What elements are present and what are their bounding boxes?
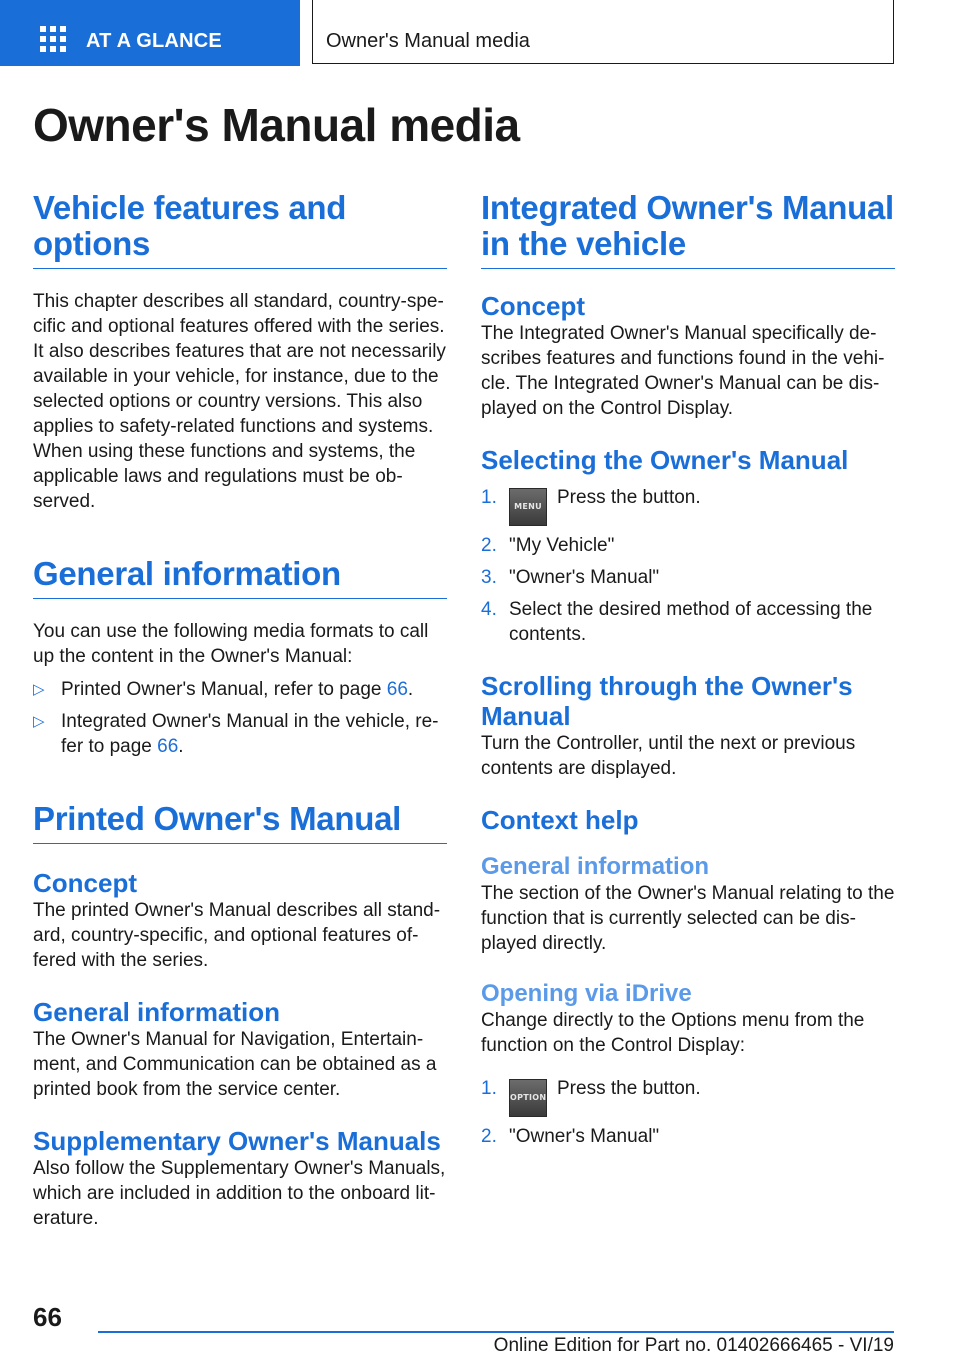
list-item: 1. OPTION Press the button. bbox=[481, 1076, 895, 1117]
page-title: Owner's Manual media bbox=[33, 99, 520, 151]
step-number: 2. bbox=[481, 1126, 497, 1147]
page-link[interactable]: 66 bbox=[157, 736, 179, 757]
step-number: 1. bbox=[481, 487, 497, 508]
page-number: 66 bbox=[33, 1302, 62, 1332]
step-number: 2. bbox=[481, 535, 497, 556]
heading-supplementary: Supplementary Owner's Manuals bbox=[33, 1126, 441, 1156]
heading-concept: Concept bbox=[33, 868, 137, 898]
list-item: 4. Select the desired method of accessing the contents. bbox=[481, 599, 873, 645]
list-item: 2. "Owner's Manual" bbox=[481, 1126, 660, 1147]
concept-body-right: The Integrated Owner's Manual specifically describes features and functions found in the vehicle. The Integrated Owner's Manual can be displayed on the Control Display. bbox=[481, 323, 885, 419]
selecting-steps bbox=[481, 485, 895, 647]
menu-button-icon: MENU bbox=[509, 488, 547, 526]
footer-edition: Online Edition for Part no. 01402666465 - VI/19 bbox=[493, 1335, 894, 1356]
supplementary-body: Also follow the Supplementary Owner's Manuals, which are included in addition to the onboard literature. bbox=[33, 1158, 446, 1229]
media-format-list bbox=[33, 677, 447, 759]
opening-steps bbox=[481, 1076, 895, 1149]
general-information-body: You can use the following media formats to call up the content in the Owner's Manual: bbox=[33, 621, 429, 667]
option-button-icon: OPTION bbox=[509, 1079, 547, 1117]
list-item: ▷ Printed Owner's Manual, refer to page 66. bbox=[33, 677, 447, 702]
general-information-body-2: The Owner's Manual for Navigation, Entertainment, and Communication can be obtained as a printed book from the service center. bbox=[33, 1029, 437, 1100]
heading-integrated-manual: Integrated Owner's Manual in the vehicle bbox=[481, 190, 895, 269]
concept-body: The printed Owner's Manual describes all standard, country-specific, and optional features offered with the series. bbox=[33, 900, 441, 971]
context-general-body: The section of the Owner's Manual relating to the function that is currently selected can be displayed directly. bbox=[481, 883, 895, 954]
heading-scrolling: Scrolling through the Owner's Manual bbox=[481, 671, 853, 731]
list-item: 1. MENU Press the button. bbox=[481, 485, 895, 526]
left-column bbox=[33, 190, 447, 1231]
heading-opening-idrive: Opening via iDrive bbox=[481, 980, 692, 1007]
footer-divider bbox=[98, 1331, 894, 1333]
scrolling-body: Turn the Controller, until the next or previous contents are displayed. bbox=[481, 733, 856, 779]
section-tab-bar[interactable] bbox=[0, 0, 300, 66]
heading-printed-manual: Printed Owner's Manual bbox=[33, 801, 447, 844]
opening-body: Change directly to the Options menu from the function on the Control Display: bbox=[481, 1010, 865, 1056]
list-item: ▷ Integrated Owner's Manual in the vehicle, refer to page 66. bbox=[33, 709, 447, 759]
heading-context-help: Context help bbox=[481, 805, 639, 835]
step-number: 4. bbox=[481, 599, 497, 620]
heading-context-general: General information bbox=[481, 853, 710, 880]
right-column bbox=[481, 190, 895, 1149]
heading-selecting: Selecting the Owner's Manual bbox=[481, 445, 849, 475]
heading-general-information: General information bbox=[33, 556, 447, 599]
heading-concept-right: Concept bbox=[481, 291, 585, 321]
vehicle-features-body: This chapter describes all standard, country-specific and optional features offered with the series. It also describes features that are not necessarily available in your vehicle, for instance, due to the selected options or country versions. This also applies to safety-related functions and systems. When using these functions and systems, the applicable laws and regulations must be observed. bbox=[33, 291, 446, 512]
heading-vehicle-features: Vehicle features and options bbox=[33, 190, 447, 269]
list-item: 2. "My Vehicle" bbox=[481, 535, 615, 556]
section-tab-label: AT A GLANCE bbox=[86, 30, 222, 52]
step-number: 3. bbox=[481, 567, 497, 588]
list-item: 3. "Owner's Manual" bbox=[481, 567, 660, 588]
breadcrumb-label: Owner's Manual media bbox=[326, 30, 530, 52]
grid-icon bbox=[40, 26, 66, 52]
page-link[interactable]: 66 bbox=[386, 679, 408, 700]
step-number: 1. bbox=[481, 1078, 497, 1099]
heading-general-information-2: General information bbox=[33, 997, 281, 1027]
